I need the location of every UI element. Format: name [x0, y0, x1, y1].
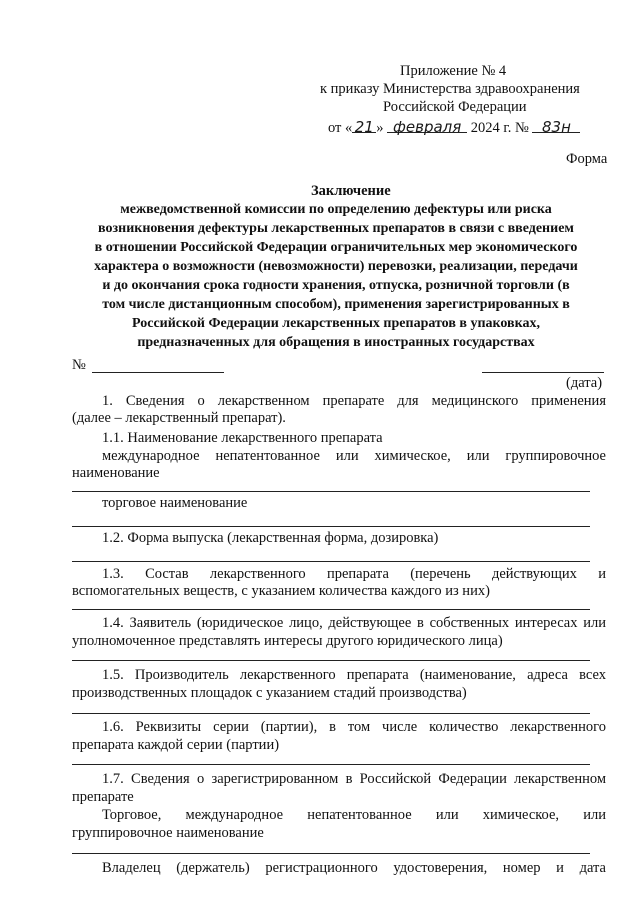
- section-1-6-line-1: 1.6. Реквизиты серии (партии), в том числе количество лекарственного: [102, 719, 606, 735]
- date-year: 2024 г. №: [470, 120, 529, 136]
- section-1-7-trade-line-2: группировочное наименование: [72, 825, 264, 841]
- title-line: Российской Федерации лекарственных препаратов в упаковках,: [132, 316, 540, 331]
- section-1-7-trade-line-1: Торговое, международное непатентованное или химическое, или: [102, 807, 606, 823]
- section-1-4-line-2: уполномоченное представлять интересы другого юридического лица): [72, 633, 503, 649]
- document-heading: Заключение: [311, 183, 391, 199]
- section-1-6-line-2: препарата каждой серии (партии): [72, 737, 280, 753]
- order-date-line: [328, 118, 580, 138]
- order-reference: к приказу Министерства здравоохранения: [320, 81, 580, 97]
- title-line: и до окончания срока годности хранения, отпуска, розничной торговли (в: [102, 278, 570, 293]
- section-1-2: 1.2. Форма выпуска (лекарственная форма, дозировка): [102, 530, 439, 546]
- section-1-4-line-1: 1.4. Заявитель (юридическое лицо, действующее в собственных интересах или: [102, 615, 606, 631]
- title-line: межведомственной комиссии по определению дефектуры или риска: [120, 202, 552, 217]
- section-1-3-line-1: 1.3. Состав лекарственного препарата (перечень действующих и: [102, 566, 606, 582]
- trade-name-label: торговое наименование: [102, 495, 248, 511]
- date-month-field: [387, 118, 467, 136]
- document-title: [66, 200, 606, 352]
- section-1-7-owner-line-1: Владелец (держатель) регистрационного удостоверения, номер и дата: [102, 860, 606, 876]
- section-1-5-line-2: производственных площадок с указанием стадий производства): [72, 685, 467, 701]
- trade-name-field-line: [72, 526, 590, 527]
- date-day-field: [352, 118, 376, 136]
- section-1-5-line-1: 1.5. Производитель лекарственного препарата (наименование, адреса всех: [102, 667, 606, 683]
- section-1-5-field-line: [72, 713, 590, 714]
- date-prefix: от «: [328, 120, 353, 136]
- section-1-3-field-line: [72, 609, 590, 610]
- title-line: возникновения дефектуры лекарственных препаратов в связи с введением: [98, 221, 574, 236]
- handwritten-month: февраля: [393, 118, 462, 136]
- title-line: том числе дистанционным способом), применения зарегистрированных в: [102, 297, 570, 312]
- handwritten-day: 21: [354, 118, 374, 136]
- section-1-6-field-line: [72, 764, 590, 765]
- section-1-4-field-line: [72, 660, 590, 661]
- number-label: №: [72, 357, 86, 373]
- title-line: характера о возможности (невозможности) перевозки, реализации, передачи: [94, 259, 578, 274]
- inn-field-line: [72, 491, 590, 492]
- date-quote-close: »: [376, 120, 384, 136]
- date-caption: (дата): [566, 375, 603, 391]
- form-label: Форма: [566, 151, 608, 167]
- inn-label-line-2: наименование: [72, 465, 160, 481]
- appendix-number: Приложение № 4: [400, 63, 507, 79]
- section-1-2-field-line: [72, 561, 590, 562]
- inn-label-line-1: международное непатентованное или химическое, или группировочное: [102, 448, 606, 464]
- ministry-country: Российской Федерации: [383, 99, 527, 115]
- section-1-7-line-1: 1.7. Сведения о зарегистрированном в Российской Федерации лекарственном: [102, 771, 606, 787]
- date-field-line: [482, 372, 604, 373]
- title-line: предназначенных для обращения в иностранных государствах: [137, 335, 535, 350]
- section-1-7-trade-field-line: [72, 853, 590, 854]
- section-1-1-heading: 1.1. Наименование лекарственного препарата: [102, 430, 383, 446]
- title-line: в отношении Российской Федерации ограничительных мер экономического: [94, 240, 578, 255]
- number-field-line: [92, 372, 224, 373]
- section-1-7-line-2: препарате: [72, 789, 134, 805]
- section-1-line-1: 1. Сведения о лекарственном препарате для медицинского применения: [102, 393, 606, 409]
- section-1-3-line-2: вспомогательных веществ, с указанием количества каждого из них): [72, 583, 490, 599]
- section-1-line-2: (далее – лекарственный препарат).: [72, 410, 286, 426]
- handwritten-order-number: 83н: [541, 118, 571, 136]
- order-number-field: [532, 118, 580, 136]
